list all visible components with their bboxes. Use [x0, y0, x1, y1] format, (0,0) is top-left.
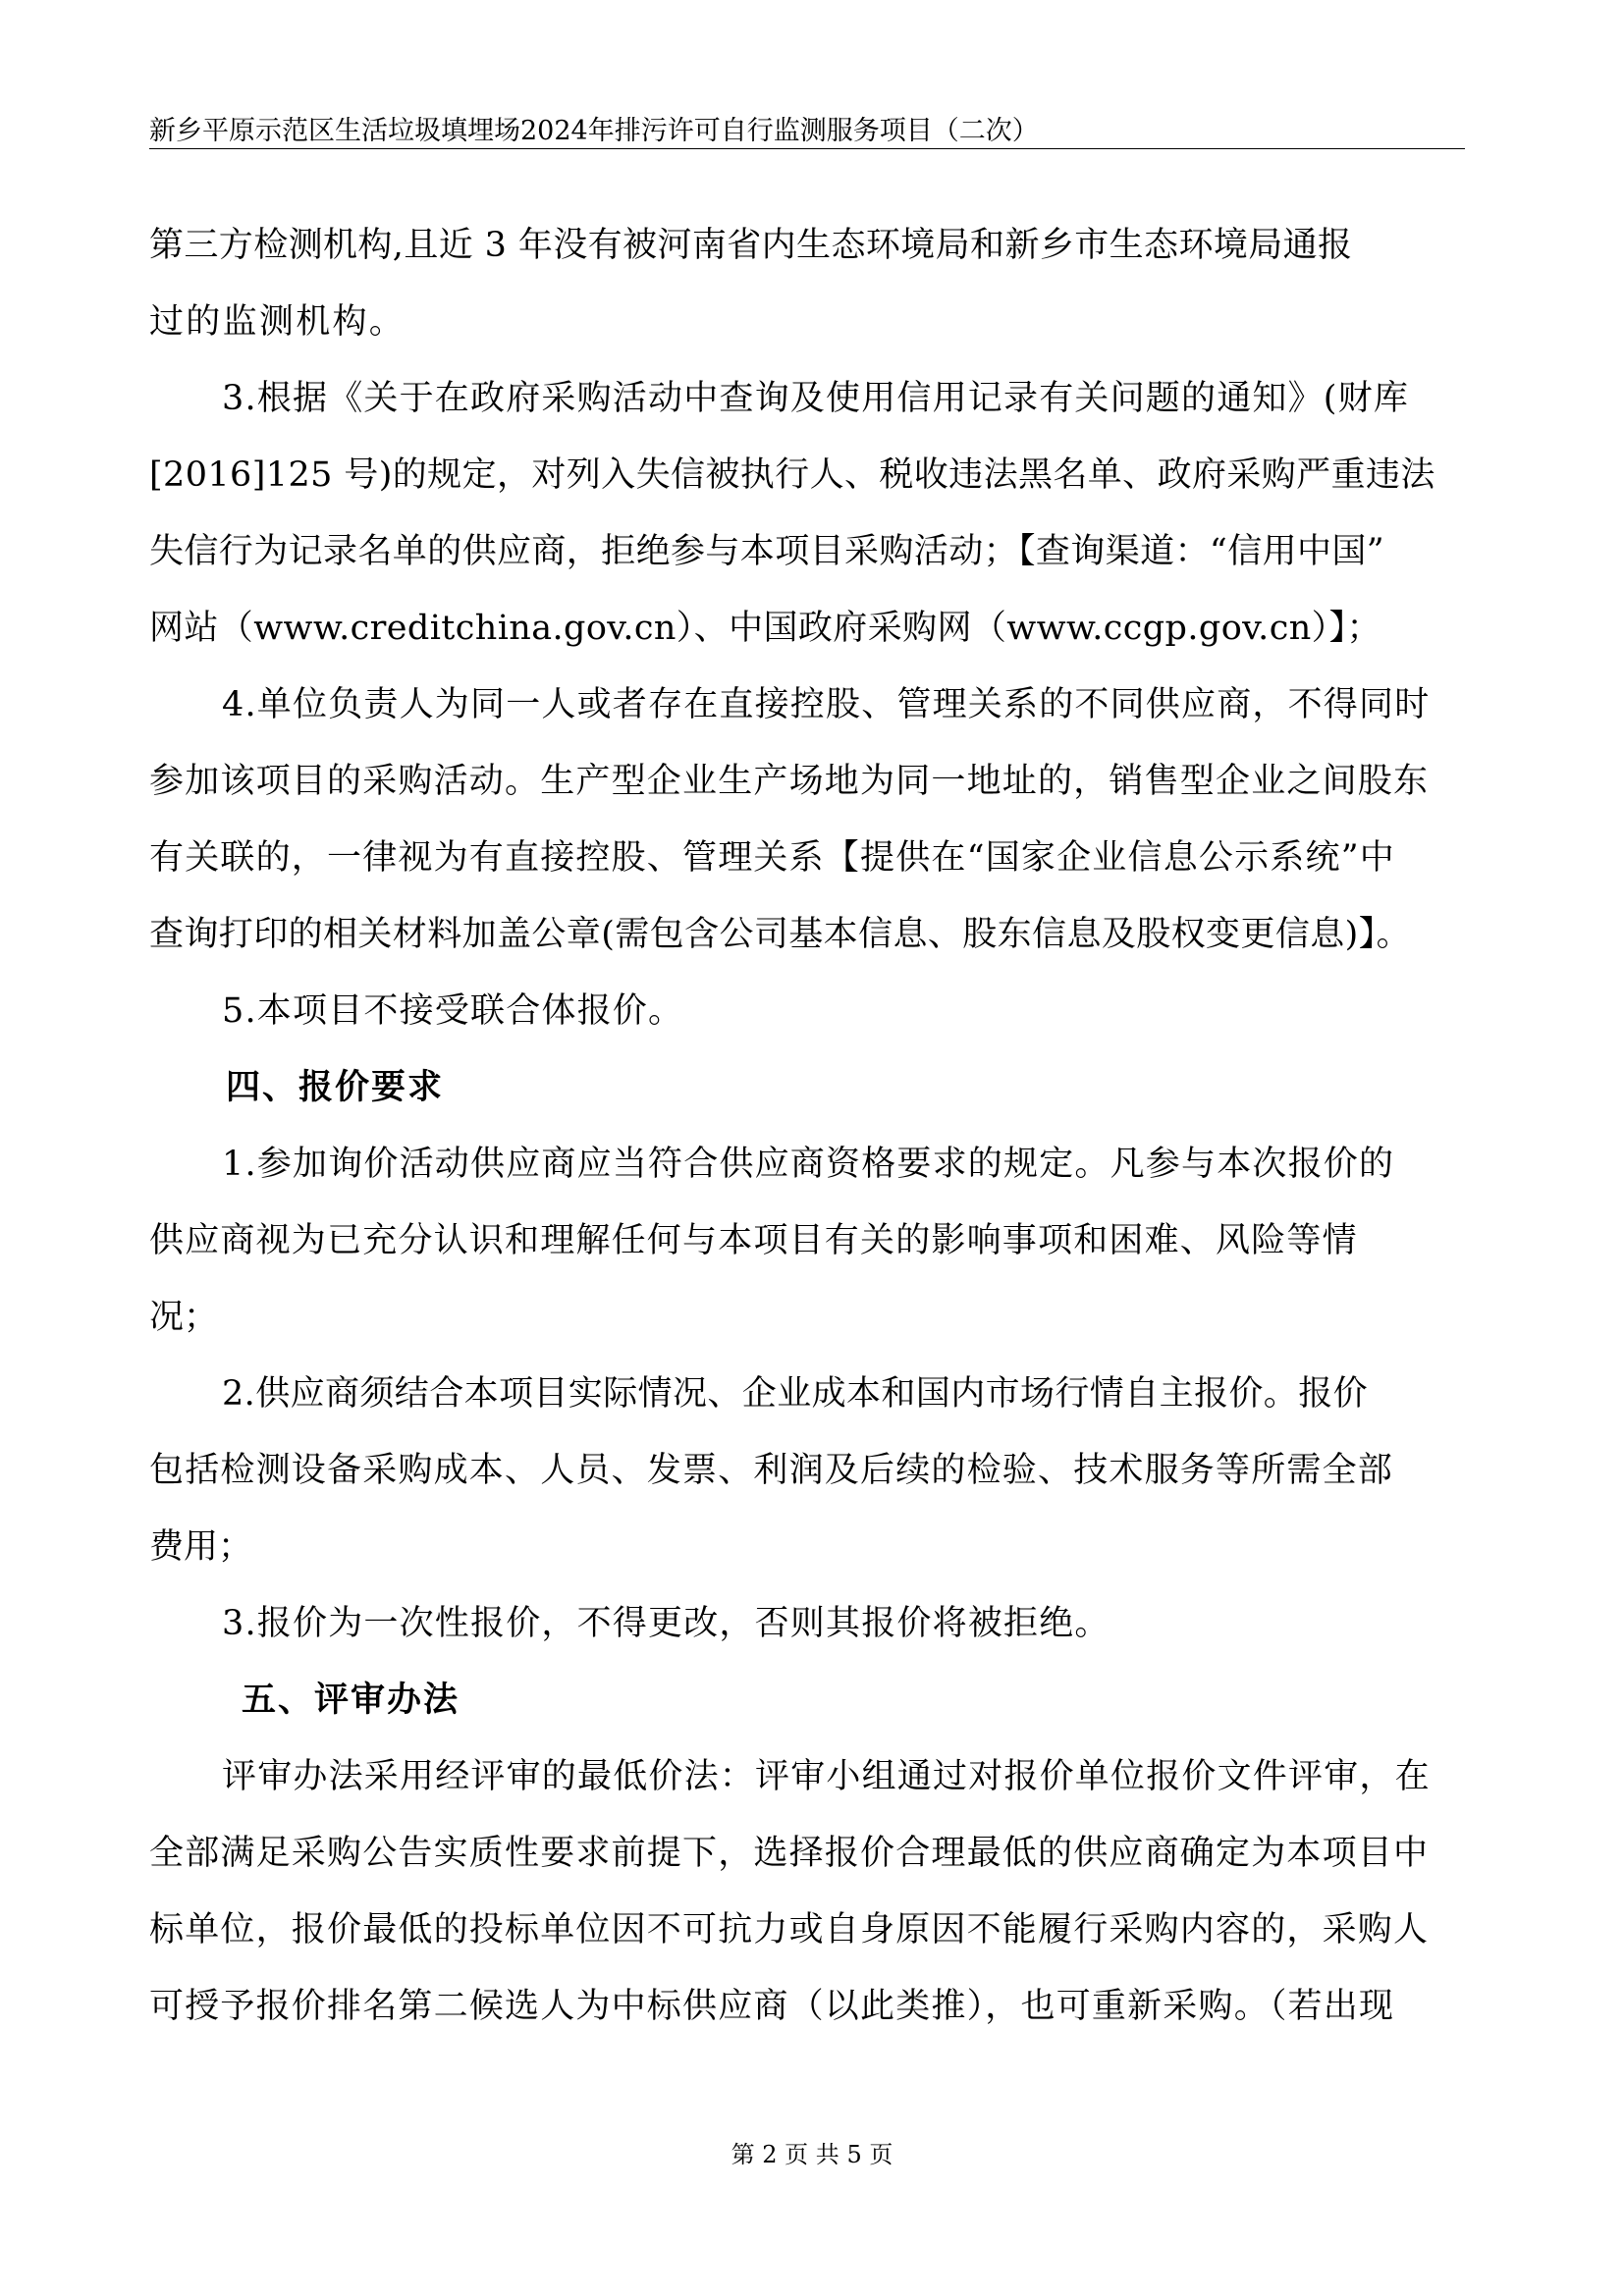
paragraph-line: 失信行为记录名单的供应商，拒绝参与本项目采购活动；【查询渠道：“信用中国” [149, 532, 1385, 571]
section-heading-quote: 四、报价要求 [226, 1067, 445, 1107]
paragraph-line: 标单位，报价最低的投标单位因不可抗力或自身原因不能履行采购内容的，采购人 [149, 1910, 1430, 1949]
paragraph-line: 5.本项目不接受联合体报价。 [222, 991, 684, 1031]
section-heading-evaluation: 五、评审办法 [242, 1680, 460, 1720]
running-header: 新乡平原示范区生活垃圾填埋场2024年排污许可自行监测服务项目（二次） [149, 116, 1039, 146]
paragraph-line: [2016]125 号)的规定，对列入失信被执行人、税收违法黑名单、政府采购严重违法 [149, 455, 1435, 495]
paragraph-line: 评审办法采用经评审的最低价法：评审小组通过对报价单位报价文件评审，在 [222, 1757, 1431, 1796]
paragraph-line: 3.报价为一次性报价，不得更改，否则其报价将被拒绝。 [222, 1604, 1110, 1643]
paragraph-line: 参加该项目的采购活动。生产型企业生产场地为同一地址的，销售型企业之间股东 [149, 762, 1430, 801]
paragraph-line: 过的监测机构。 [149, 302, 406, 342]
paragraph-line: 查询打印的相关材料加盖公章(需包含公司基本信息、股东信息及股权变更信息)】。 [149, 915, 1412, 954]
paragraph-line: 可授予报价排名第二候选人为中标供应商（以此类推），也可重新采购。（若出现 [149, 1987, 1395, 2026]
paragraph-line: 包括检测设备采购成本、人员、发票、利润及后续的检验、技术服务等所需全部 [149, 1451, 1394, 1490]
paragraph-line: 网站（www.creditchina.gov.cn）、中国政府采购网（www.ccgp.gov.cn）】； [149, 609, 1381, 648]
document-body [149, 207, 1534, 2045]
header-rule [149, 148, 1465, 149]
paragraph-line: 供应商视为已充分认识和理解任何与本项目有关的影响事项和困难、风险等情 [149, 1221, 1358, 1260]
paragraph-line: 全部满足采购公告实质性要求前提下，选择报价合理最低的供应商确定为本项目中 [149, 1834, 1430, 1873]
paragraph-line: 1.参加询价活动供应商应当符合供应商资格要求的规定。凡参与本次报价的 [222, 1145, 1395, 1184]
paragraph-line: 费用； [149, 1527, 253, 1567]
page-number: 第 2 页 共 5 页 [731, 2141, 893, 2168]
paragraph-line: 第三方检测机构,且近 3 年没有被河南省内生态环境局和新乡市生态环境局通报 [149, 226, 1353, 265]
paragraph-line: 3.根据《关于在政府采购活动中查询及使用信用记录有关问题的通知》(财库 [222, 379, 1410, 418]
paragraph-line: 2.供应商须结合本项目实际情况、企业成本和国内市场行情自主报价。报价 [222, 1374, 1368, 1414]
paragraph-line: 有关联的，一律视为有直接控股、管理关系【提供在“国家企业信息公示系统”中 [149, 838, 1395, 878]
paragraph-line: 4.单位负责人为同一人或者存在直接控股、管理关系的不同供应商，不得同时 [222, 685, 1431, 724]
paragraph-line: 况； [149, 1298, 219, 1337]
